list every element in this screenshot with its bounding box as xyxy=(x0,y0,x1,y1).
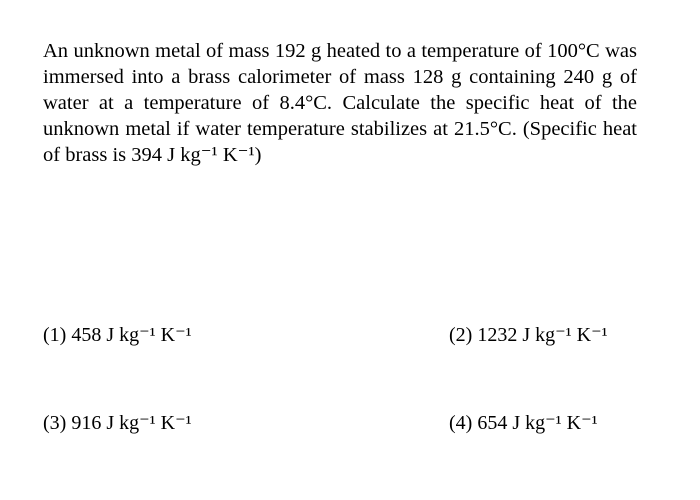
option-3[interactable]: (3) 916 J kg⁻¹ K⁻¹ xyxy=(43,412,192,434)
option-4[interactable]: (4) 654 J kg⁻¹ K⁻¹ xyxy=(449,412,598,434)
option-1[interactable]: (1) 458 J kg⁻¹ K⁻¹ xyxy=(43,324,192,346)
option-2[interactable]: (2) 1232 J kg⁻¹ K⁻¹ xyxy=(449,324,608,346)
question-text: An unknown metal of mass 192 g heated to a temperature of 100°C was immersed into a brass calorimeter of mass 128 g containing 240 g of water at a temperature of 8.4°C. Calculate the specific heat of the unknown metal if water temperature stabilizes at 21.5°C. (Specific heat of brass is 394 J kg⁻¹ K⁻¹) xyxy=(43,40,637,166)
